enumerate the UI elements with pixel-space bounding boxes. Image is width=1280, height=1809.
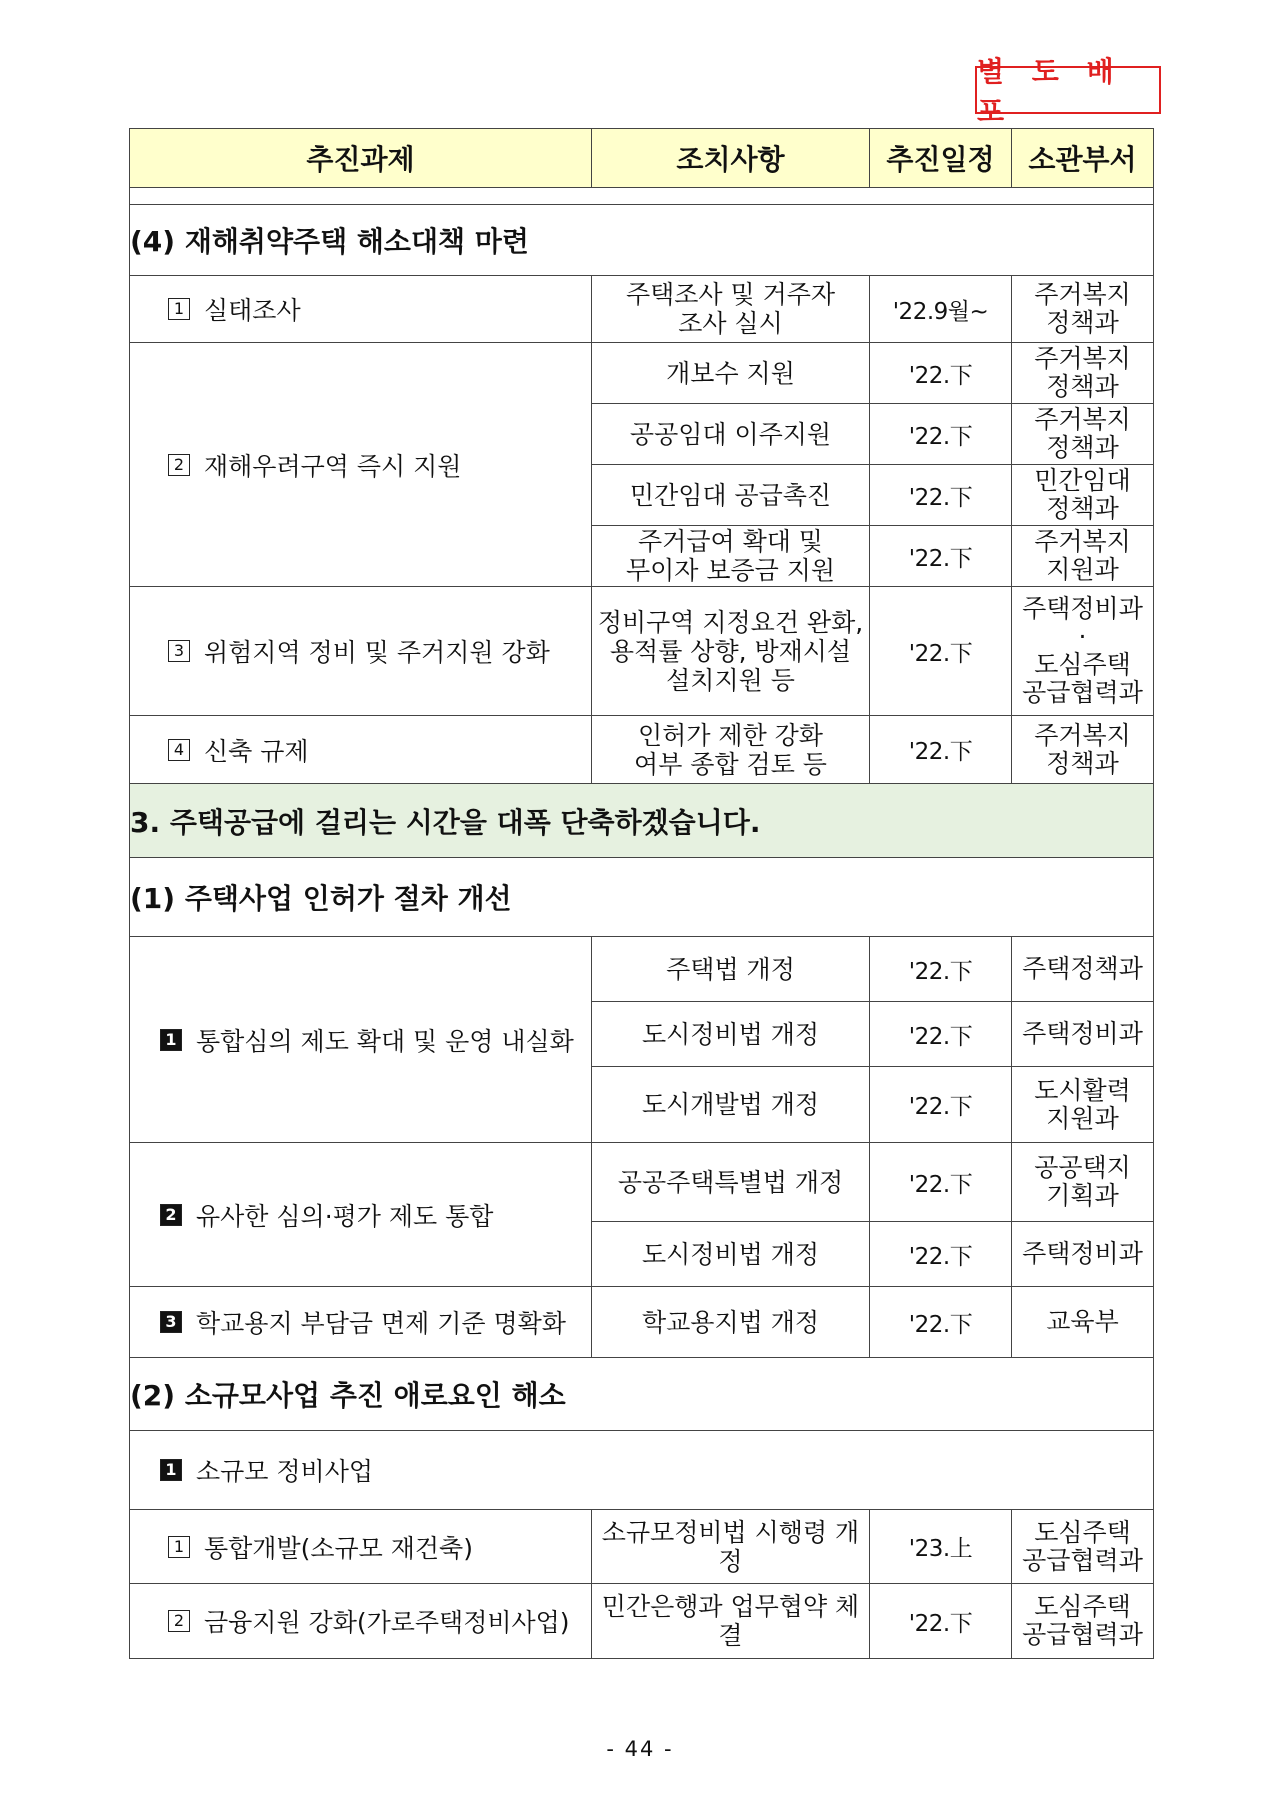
dept-line: 주택정책과 (1022, 954, 1143, 983)
subheader-row (130, 1431, 1154, 1510)
action-cell (592, 1584, 870, 1659)
dept-line: 주거복지 (1034, 405, 1131, 434)
table-row (130, 1287, 1154, 1358)
dept-cell (1012, 1143, 1154, 1222)
dept-line: 도심주택 (1034, 1592, 1131, 1621)
dept-line: 도심주택 (1034, 1517, 1131, 1547)
section-title: (2) 소규모사업 추진 애로요인 해소 (130, 1358, 1154, 1431)
task-label: 통합심의 제도 확대 및 운영 내실화 (196, 1026, 574, 1056)
task-cell (130, 587, 592, 716)
dept-line: 도시활력 (1034, 1075, 1131, 1105)
schedule-cell: '23.上 (870, 1510, 1012, 1584)
dept-cell (1012, 404, 1154, 465)
section-header-row (130, 858, 1154, 937)
dept-line: 정책과 (1046, 372, 1119, 401)
dept-cell (1012, 1287, 1154, 1358)
header-action: 조치사항 (592, 129, 870, 188)
header-schedule: 추진일정 (870, 129, 1012, 188)
dept-cell (1012, 937, 1154, 1002)
header-dept: 소관부서 (1012, 129, 1154, 188)
dept-line: 정책과 (1046, 748, 1119, 778)
dept-line: 공급협력과 (1022, 1545, 1143, 1575)
table-row (130, 343, 1154, 404)
goal-row (130, 784, 1154, 858)
action-line: 민간은행과 업무협약 체결 (601, 1592, 860, 1650)
dept-line: 주택정비과 (1022, 1239, 1143, 1268)
schedule-cell: '22.下 (870, 937, 1012, 1002)
schedule-cell: '22.下 (870, 1143, 1012, 1222)
header-task: 추진과제 (130, 129, 592, 188)
action-line: 주택조사 및 거주자 (625, 280, 836, 309)
task-number-marker: 3 (168, 640, 190, 662)
task-label: 실태조사 (204, 296, 301, 325)
dept-line: 기획과 (1046, 1181, 1119, 1210)
action-cell (592, 343, 870, 404)
task-cell (130, 276, 592, 343)
task-cell (130, 1287, 592, 1358)
schedule-cell: '22.下 (870, 526, 1012, 587)
task-label: 위험지역 정비 및 주거지원 강화 (204, 638, 550, 667)
task-label: 금융지원 강화(가로주택정비사업) (204, 1608, 570, 1637)
task-number-marker: 2 (168, 1610, 190, 1632)
schedule-cell: '22.下 (870, 465, 1012, 526)
schedule-cell: '22.9월~ (870, 276, 1012, 343)
action-line: 도시정비법 개정 (642, 1019, 819, 1049)
dept-line: 정책과 (1046, 433, 1119, 462)
section-header-row (130, 205, 1154, 276)
table-row (130, 1584, 1154, 1659)
task-number-marker: 2 (160, 1204, 182, 1226)
action-cell (592, 716, 870, 784)
task-label: 학교용지 부담금 면제 기준 명확화 (196, 1309, 566, 1338)
dept-line: 주거복지 (1034, 280, 1131, 309)
schedule-cell: '22.下 (870, 343, 1012, 404)
dept-line: 주거복지 (1034, 720, 1131, 750)
action-cell (592, 526, 870, 587)
task-cell (130, 343, 592, 587)
dept-cell (1012, 465, 1154, 526)
dept-line: 정책과 (1046, 308, 1119, 337)
task-label: 신축 규제 (204, 736, 309, 766)
task-number-marker: 4 (168, 739, 190, 761)
action-cell (592, 404, 870, 465)
task-cell (130, 1143, 592, 1287)
task-label: 통합개발(소규모 재건축) (204, 1533, 473, 1563)
dept-cell (1012, 1584, 1154, 1659)
dept-line: 주거복지 (1034, 527, 1131, 556)
action-cell (592, 1222, 870, 1287)
table-row (130, 1510, 1154, 1584)
table-row (130, 276, 1154, 343)
schedule-cell: '22.下 (870, 404, 1012, 465)
section-header-row (130, 1358, 1154, 1431)
action-line: 학교용지법 개정 (642, 1307, 819, 1337)
dept-line: 정책과 (1046, 494, 1119, 523)
task-cell (130, 716, 592, 784)
schedule-cell: '22.下 (870, 1002, 1012, 1067)
dept-line: 지원과 (1046, 1103, 1119, 1133)
schedule-cell: '22.下 (870, 587, 1012, 716)
task-cell (130, 937, 592, 1143)
action-line: 조사 실시 (678, 309, 783, 338)
dept-line: 공급협력과 (1022, 1620, 1143, 1649)
dept-cell (1012, 587, 1154, 716)
dept-cell (1012, 1067, 1154, 1143)
dept-cell (1012, 1002, 1154, 1067)
action-line: 주거급여 확대 및 (638, 527, 823, 556)
task-number-marker: 1 (160, 1029, 182, 1051)
task-number-marker: 1 (168, 1536, 190, 1558)
dept-line: 민간임대 (1034, 466, 1131, 495)
action-line: 정비구역 지정요건 완화, (597, 607, 864, 637)
action-cell (592, 1002, 870, 1067)
schedule-cell: '22.下 (870, 1222, 1012, 1287)
action-cell (592, 1067, 870, 1143)
table-row (130, 587, 1154, 716)
dept-cell (1012, 526, 1154, 587)
subheader-cell (130, 1431, 1154, 1510)
table-row (130, 937, 1154, 1002)
task-cell (130, 1584, 592, 1659)
schedule-cell: '22.下 (870, 1287, 1012, 1358)
action-cell (592, 276, 870, 343)
task-label: 재해우려구역 즉시 지원 (204, 451, 462, 481)
schedule-cell: '22.下 (870, 716, 1012, 784)
dept-line: 주택정비과 (1022, 1019, 1143, 1048)
goal-title: 3. 주택공급에 걸리는 시간을 대폭 단축하겠습니다. (130, 784, 1154, 858)
distribution-stamp: 별 도 배 포 (975, 66, 1161, 114)
dept-line: 교육부 (1046, 1307, 1119, 1336)
action-line: 공공주택특별법 개정 (617, 1167, 844, 1197)
dept-line: 공공택지 (1034, 1153, 1131, 1182)
dept-cell (1012, 1222, 1154, 1287)
task-cell (130, 1510, 592, 1584)
table-row (130, 716, 1154, 784)
dept-line: 도심주택 (1034, 650, 1131, 679)
action-cell (592, 1287, 870, 1358)
section-title: (1) 주택사업 인허가 절차 개선 (130, 858, 1154, 937)
dept-cell (1012, 343, 1154, 404)
dept-cell (1012, 276, 1154, 343)
dept-line: 지원과 (1046, 555, 1119, 584)
schedule-cell: '22.下 (870, 1584, 1012, 1659)
action-line: 도시정비법 개정 (642, 1239, 819, 1269)
action-line: 도시개발법 개정 (642, 1090, 819, 1119)
action-line: 공공임대 이주지원 (629, 419, 832, 449)
dept-line: 주거복지 (1034, 344, 1131, 373)
dept-line: 공급협력과 (1022, 678, 1143, 707)
subheader-marker: 1 (160, 1459, 182, 1481)
action-line: 용적률 상향, 방재시설 (609, 636, 852, 666)
dept-line: 주택정비과 (1022, 594, 1143, 623)
action-line: 개보수 지원 (666, 358, 795, 388)
section-title: (4) 재해취약주택 해소대책 마련 (130, 205, 1154, 276)
column-header-row (130, 129, 1154, 188)
dept-line: · (1078, 622, 1087, 651)
action-cell (592, 937, 870, 1002)
action-line: 소규모정비법 시행령 개정 (601, 1517, 860, 1576)
action-line: 여부 종합 검토 등 (634, 749, 827, 779)
action-cell (592, 465, 870, 526)
action-cell (592, 587, 870, 716)
page-number: - 44 - (606, 1737, 674, 1761)
dept-cell (1012, 1510, 1154, 1584)
task-number-marker: 3 (160, 1311, 182, 1333)
dept-cell (1012, 716, 1154, 784)
action-line: 무이자 보증금 지원 (625, 556, 836, 585)
task-number-marker: 2 (168, 454, 190, 476)
plan-table (129, 128, 1154, 1659)
header-spacer (130, 188, 1154, 205)
action-cell (592, 1143, 870, 1222)
subheader-label: 소규모 정비사업 (196, 1457, 373, 1486)
schedule-cell: '22.下 (870, 1067, 1012, 1143)
task-label: 유사한 심의·평가 제도 통합 (196, 1201, 494, 1231)
action-cell (592, 1510, 870, 1584)
table-row (130, 1143, 1154, 1222)
action-line: 설치지원 등 (666, 665, 795, 695)
task-number-marker: 1 (168, 298, 190, 320)
action-line: 주택법 개정 (666, 954, 795, 984)
action-line: 인허가 제한 강화 (638, 720, 823, 750)
action-line: 민간임대 공급촉진 (629, 480, 832, 510)
